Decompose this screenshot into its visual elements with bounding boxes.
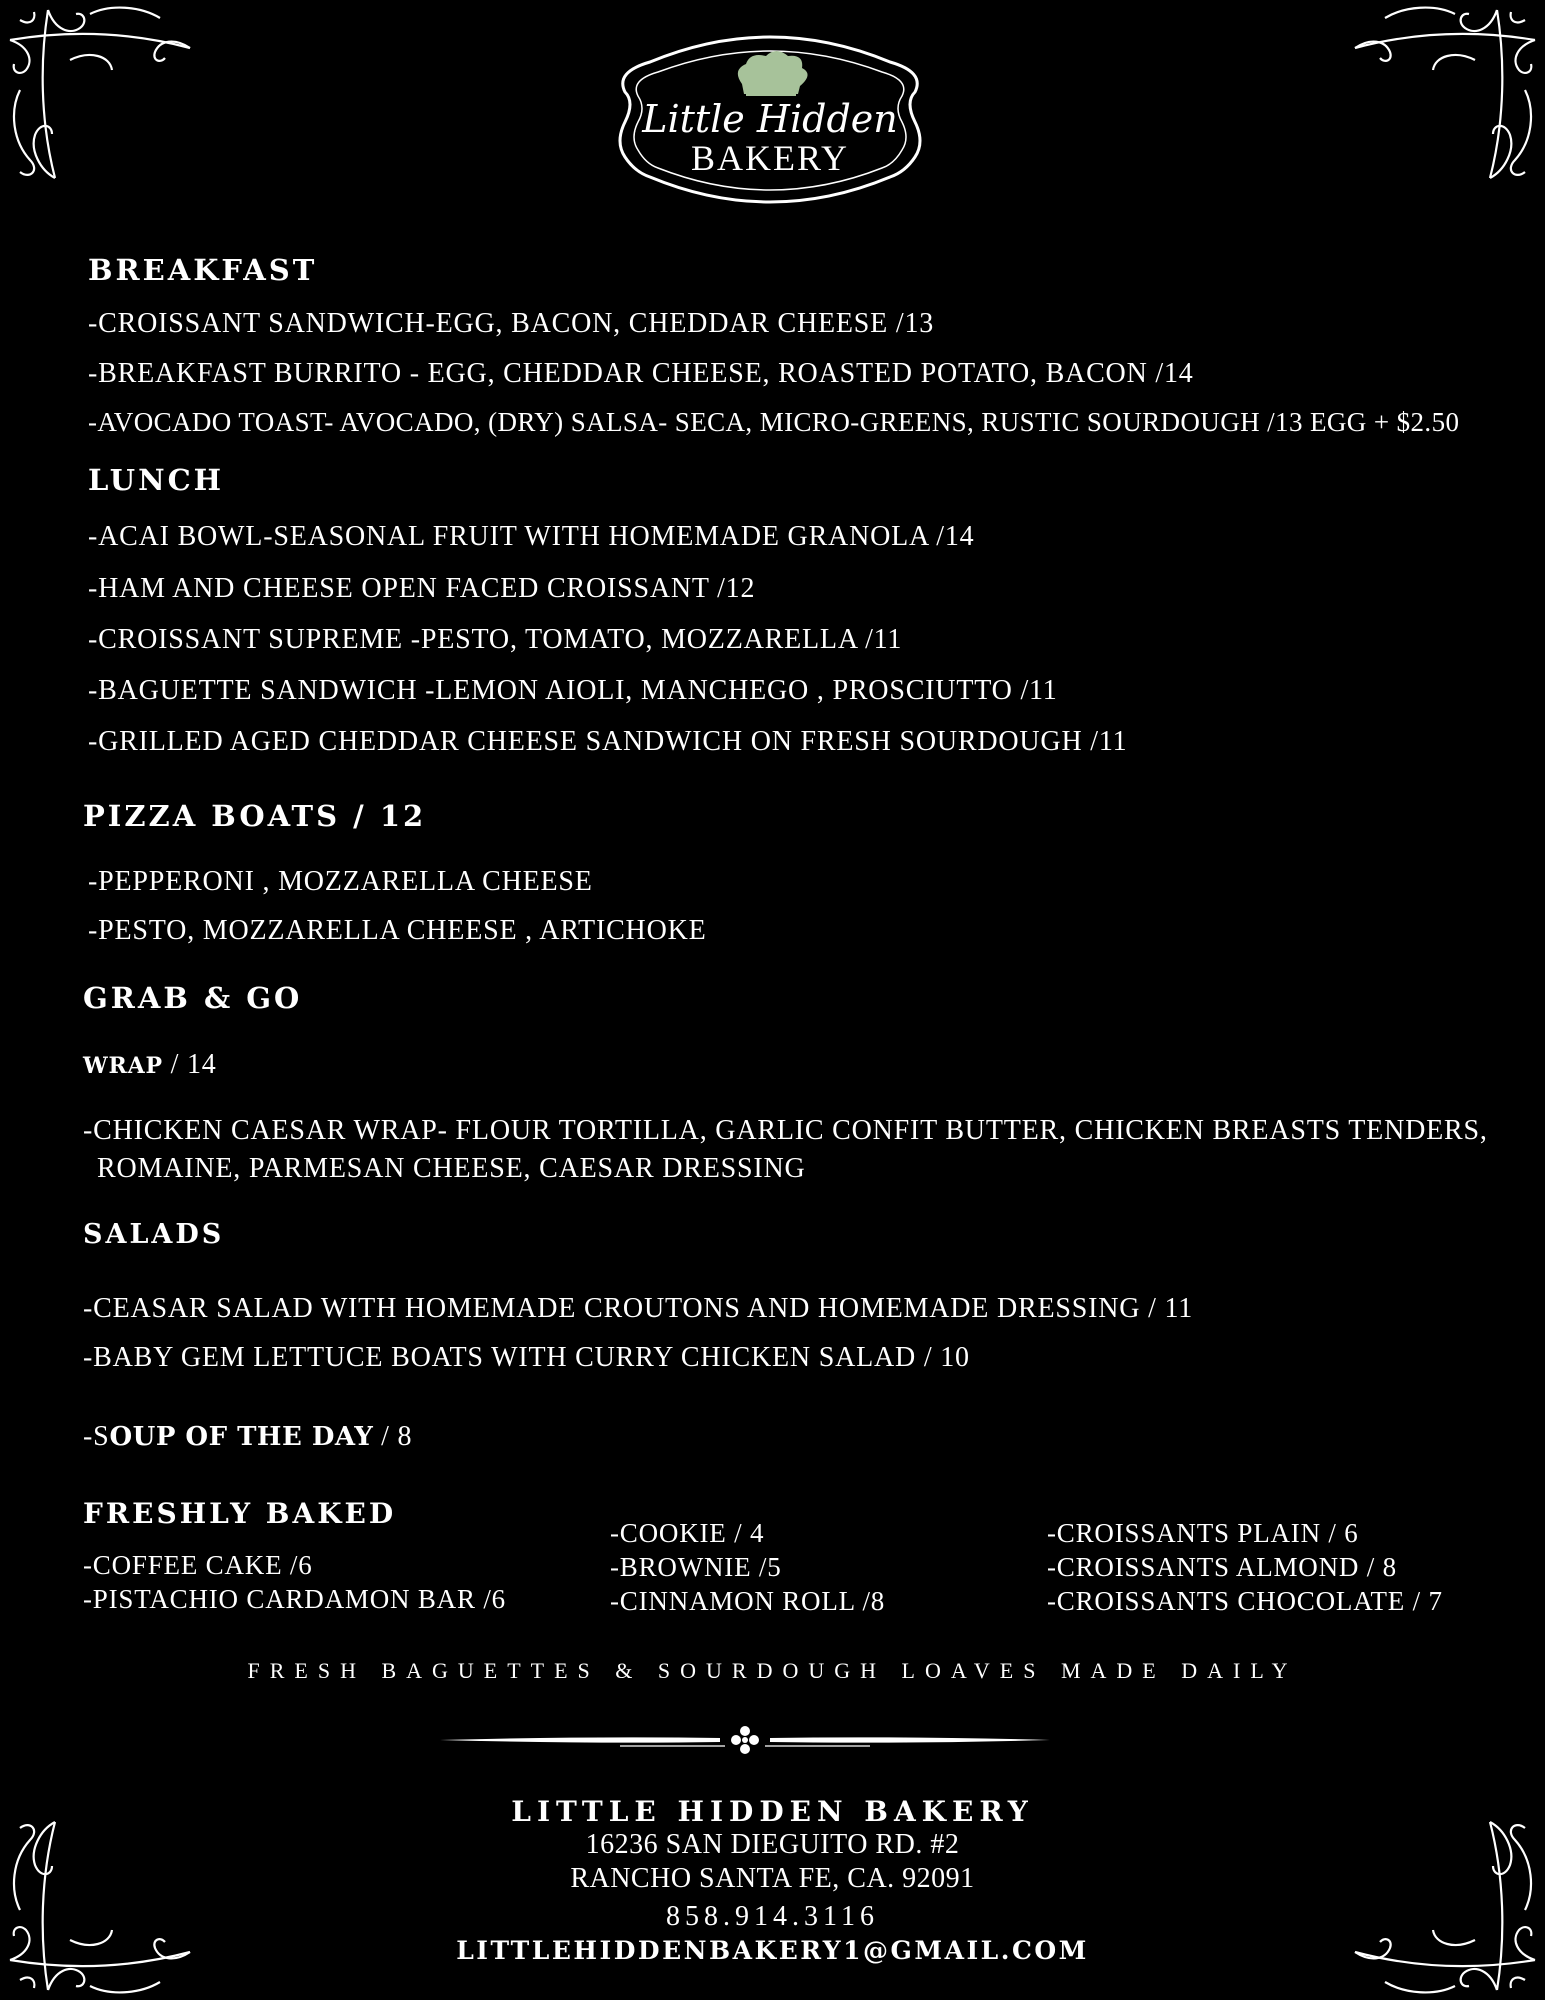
bakery-logo bbox=[610, 22, 930, 217]
footer-business-name: LITTLE HIDDEN BAKERY bbox=[511, 1795, 1034, 1828]
soup-prefix: -S bbox=[83, 1421, 110, 1452]
baked-item: -PISTACHIO CARDAMON BAR /6 bbox=[83, 1583, 506, 1614]
baked-item: -COOKIE / 4 bbox=[610, 1518, 765, 1548]
wrap-subheading bbox=[83, 1051, 217, 1079]
chef-hat-icon bbox=[738, 51, 808, 96]
lunch-heading: LUNCH bbox=[88, 463, 225, 497]
footer-email[interactable]: LITTLEHIDDENBAKERY1@GMAIL.COM bbox=[456, 1936, 1089, 1965]
tagline: FRESH BAGUETTES & SOURDOUGH LOAVES MADE DAILY bbox=[247, 1658, 1298, 1683]
lunch-item: -HAM AND CHEESE OPEN FACED CROISSANT /12 bbox=[88, 573, 756, 604]
salad-item: -CEASAR SALAD WITH HOMEMADE CROUTONS AND HOMEMADE DRESSING / 11 bbox=[83, 1293, 1194, 1324]
wrap-price: / 14 bbox=[162, 1049, 217, 1080]
soup-line bbox=[83, 1423, 412, 1451]
soup-label: OUP OF THE DAY bbox=[109, 1422, 374, 1452]
baked-col2 bbox=[610, 1517, 885, 1618]
baked-item: -COFFEE CAKE /6 bbox=[83, 1550, 313, 1580]
lunch-item: -ACAI BOWL-SEASONAL FRUIT WITH HOMEMADE GRANOLA /14 bbox=[88, 521, 975, 552]
baked-item: -CINNAMON ROLL /8 bbox=[610, 1585, 886, 1616]
salads-heading: SALADS bbox=[83, 1219, 225, 1250]
lunch-item: -CROISSANT SUPREME -PESTO, TOMATO, MOZZARELLA /11 bbox=[88, 624, 903, 655]
fleur-divider-icon bbox=[440, 1725, 1050, 1755]
pizza-item: -PESTO, MOZZARELLA CHEESE , ARTICHOKE bbox=[88, 915, 707, 946]
footer-address-line2: RANCHO SANTA FE, CA. 92091 bbox=[570, 1863, 975, 1894]
salad-item: -BABY GEM LETTUCE BOATS WITH CURRY CHICKEN SALAD / 10 bbox=[83, 1342, 970, 1373]
soup-price: / 8 bbox=[373, 1421, 413, 1452]
lunch-item: -BAGUETTE SANDWICH -LEMON AIOLI, MANCHEGO , PROSCIUTTO /11 bbox=[88, 675, 1058, 706]
breakfast-item: -CROISSANT SANDWICH-EGG, BACON, CHEDDAR CHEESE /13 bbox=[88, 308, 935, 339]
breakfast-heading: BREAKFAST bbox=[88, 253, 318, 287]
baked-col3 bbox=[1047, 1517, 1443, 1618]
footer-phone[interactable]: 858.914.3116 bbox=[666, 1901, 879, 1932]
wrap-label: WRAP bbox=[83, 1053, 163, 1079]
baked-item: -CROISSANTS CHOCOLATE / 7 bbox=[1047, 1585, 1443, 1616]
pizza-heading: PIZZA BOATS / 12 bbox=[83, 799, 427, 833]
lunch-item: -GRILLED AGED CHEDDAR CHEESE SANDWICH ON FRESH SOURDOUGH /11 bbox=[88, 726, 1128, 757]
breakfast-item: -AVOCADO TOAST- AVOCADO, (DRY) SALSA- SECA, MICRO-GREENS, RUSTIC SOURDOUGH /13 EGG + $2.50 bbox=[88, 407, 1460, 437]
freshly-baked-heading: FRESHLY BAKED bbox=[83, 1497, 397, 1530]
baked-item: -BROWNIE /5 bbox=[610, 1551, 782, 1582]
wrap-item-line1: -CHICKEN CAESAR WRAP- FLOUR TORTILLA, GARLIC CONFIT BUTTER, CHICKEN BREASTS TENDERS, bbox=[83, 1115, 1488, 1146]
pizza-item: -PEPPERONI , MOZZARELLA CHEESE bbox=[88, 866, 593, 897]
breakfast-item: -BREAKFAST BURRITO - EGG, CHEDDAR CHEESE, ROASTED POTATO, BACON /14 bbox=[88, 358, 1194, 389]
logo-script-text: Little Hidden bbox=[642, 97, 898, 141]
flourish-ornament-icon bbox=[0, 0, 200, 190]
wrap-item-line2: ROMAINE, PARMESAN CHEESE, CAESAR DRESSING bbox=[97, 1153, 806, 1184]
logo-word-text: BAKERY bbox=[690, 138, 850, 178]
footer-address-line1: 16236 SAN DIEGUITO RD. #2 bbox=[585, 1829, 960, 1860]
flourish-ornament-icon bbox=[1345, 0, 1545, 190]
corner-flourish-top-left bbox=[0, 0, 200, 190]
baked-item: -CROISSANTS ALMOND / 8 bbox=[1047, 1551, 1397, 1582]
corner-flourish-top-right bbox=[1345, 0, 1545, 190]
grab-go-heading: GRAB & GO bbox=[83, 981, 303, 1015]
baked-col1 bbox=[83, 1549, 506, 1617]
baked-item: -CROISSANTS PLAIN / 6 bbox=[1047, 1518, 1359, 1548]
